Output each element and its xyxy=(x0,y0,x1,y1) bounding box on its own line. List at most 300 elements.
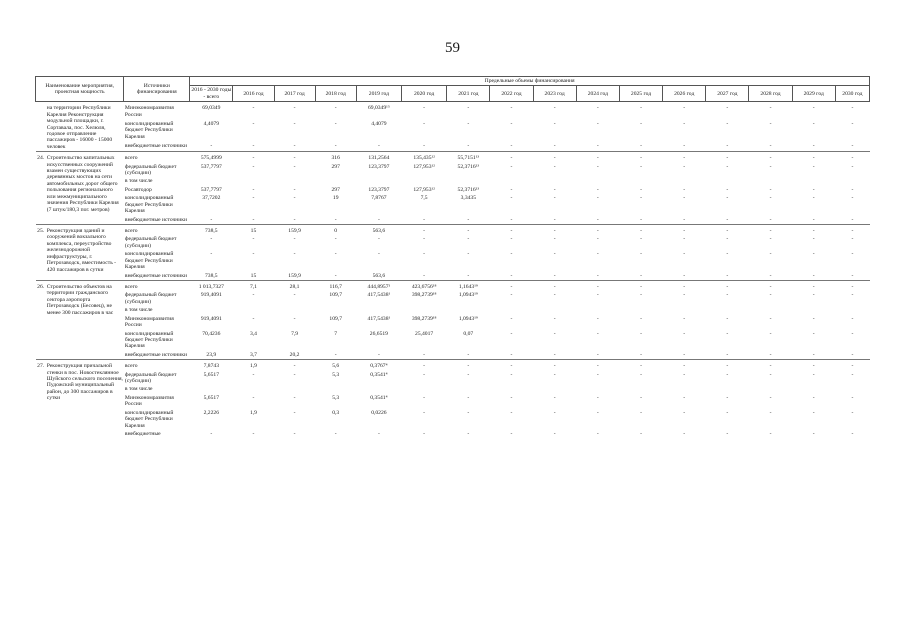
amount-cell: 69,0349¹⁵ xyxy=(356,102,401,120)
amount-cell: 123,3797 xyxy=(368,163,390,170)
amount-cell: 738,5 xyxy=(190,225,233,236)
amount-cell xyxy=(835,385,869,393)
header-year: 2019 год xyxy=(356,86,401,102)
table-row xyxy=(36,194,870,215)
amount-cell: - xyxy=(576,152,619,163)
amount-cell: 26,6519 xyxy=(369,330,388,337)
amount-cell: 563,6 xyxy=(372,272,386,279)
amount-cell: - xyxy=(835,102,869,120)
amount-cell: - xyxy=(576,102,619,120)
amount-cell: - xyxy=(596,351,599,358)
amount-cell: - xyxy=(252,163,255,170)
amount-cell: - xyxy=(769,195,772,202)
amount-cell: - xyxy=(851,394,854,401)
table-row xyxy=(36,371,870,386)
amount-cell: 1,9 xyxy=(249,409,257,416)
amount-cell: - xyxy=(334,272,337,279)
amount-cell: 398,2739¹⁸ xyxy=(411,315,437,322)
amount-cell: - xyxy=(510,236,513,243)
amount-cell: 7,8743 xyxy=(190,360,233,371)
amount-cell: 5,6517 xyxy=(203,394,219,401)
amount-cell: - xyxy=(423,409,426,416)
amount-cell: - xyxy=(596,143,599,150)
funding-source: внебюджетные источники xyxy=(124,143,187,150)
header-year: 2025 год xyxy=(619,86,662,102)
amount-cell: - xyxy=(533,152,576,163)
amount-cell: - xyxy=(683,120,686,127)
amount-cell: - xyxy=(769,430,772,437)
amount-cell: - xyxy=(467,120,470,127)
amount-cell: - xyxy=(792,225,835,236)
table-row xyxy=(36,315,870,330)
amount-cell: - xyxy=(769,186,772,193)
amount-cell: 159,9 xyxy=(274,225,315,236)
amount-cell: - xyxy=(835,360,869,371)
funding-source: федеральный бюджет (субсидии) xyxy=(124,236,177,249)
amount-cell: - xyxy=(233,102,274,120)
amount-cell: - xyxy=(726,315,729,322)
amount-cell xyxy=(619,177,662,185)
amount-cell: 3,4 xyxy=(249,330,257,337)
funding-source: консолидированный бюджет Республики Карелия xyxy=(124,330,174,350)
amount-cell: - xyxy=(252,292,255,299)
amount-cell: - xyxy=(726,292,729,299)
item-name: Реконструкция зданий и сооружений вокзального комплекса, переустройство железнодорожной инфраструктуры, г. Петрозаводск, вместимость - 420 пассажиров в сутки xyxy=(46,225,124,281)
amount-cell: - xyxy=(293,236,296,243)
header-year: 2030 год xyxy=(835,86,869,102)
amount-cell: - xyxy=(377,236,380,243)
amount-cell: - xyxy=(683,251,686,258)
amount-cell xyxy=(190,177,233,185)
amount-cell: - xyxy=(293,143,296,150)
amount-cell: - xyxy=(683,351,686,358)
amount-cell: - xyxy=(553,292,556,299)
amount-cell xyxy=(402,306,447,314)
funding-source: консолидированный бюджет Республики Карелия xyxy=(124,195,174,215)
amount-cell: - xyxy=(726,143,729,150)
funding-source: федеральный бюджет (субсидии) xyxy=(124,163,177,177)
amount-cell: 7,9 xyxy=(291,330,299,337)
amount-cell: - xyxy=(467,272,470,279)
amount-cell: - xyxy=(640,351,642,358)
amount-cell: - xyxy=(596,272,599,279)
amount-cell xyxy=(663,177,706,185)
amount-cell: - xyxy=(851,315,854,322)
amount-cell: 3,7 xyxy=(249,351,257,358)
amount-cell: - xyxy=(835,152,869,163)
header-financing-group: Предельные объемы финансирования xyxy=(190,77,870,86)
table-row xyxy=(36,280,870,291)
amount-cell: 919,4091 xyxy=(200,292,222,299)
amount-cell: - xyxy=(252,186,255,193)
amount-cell: - xyxy=(792,280,835,291)
amount-cell: - xyxy=(851,330,854,337)
amount-cell: - xyxy=(851,120,854,127)
amount-cell: - xyxy=(596,186,599,193)
amount-cell: - xyxy=(447,102,490,120)
amount-cell: - xyxy=(490,280,533,291)
amount-cell: - xyxy=(510,351,513,358)
amount-cell: - xyxy=(334,143,337,150)
amount-cell: - xyxy=(769,272,772,279)
amount-cell xyxy=(315,306,356,314)
header-year: 2020 год xyxy=(402,86,447,102)
amount-cell: - xyxy=(749,280,792,291)
amount-cell: - xyxy=(812,409,815,416)
amount-cell: - xyxy=(726,163,729,170)
amount-cell: - xyxy=(377,430,380,437)
financing-table xyxy=(35,76,870,438)
amount-cell xyxy=(576,306,619,314)
table-row xyxy=(36,351,870,360)
amount-cell: 1 013,7327 xyxy=(190,280,233,291)
amount-cell: - xyxy=(619,360,662,371)
amount-cell: - xyxy=(851,186,854,193)
amount-cell: - xyxy=(726,251,729,258)
amount-cell xyxy=(356,306,401,314)
amount-cell: - xyxy=(769,371,772,378)
item-number: 25. xyxy=(36,225,46,281)
funding-source: в том числе xyxy=(124,307,153,314)
table-row xyxy=(36,225,870,236)
amount-cell: 0,07 xyxy=(463,330,474,337)
amount-cell: 123,3797 xyxy=(368,186,390,193)
amount-cell: - xyxy=(510,409,513,416)
amount-cell: - xyxy=(683,409,686,416)
amount-cell: - xyxy=(553,371,556,378)
amount-cell: - xyxy=(640,143,642,150)
amount-cell: - xyxy=(619,152,662,163)
amount-cell: - xyxy=(334,120,337,127)
amount-cell xyxy=(190,306,233,314)
amount-cell: 537,7797 xyxy=(200,163,222,170)
funding-source: всего xyxy=(124,280,190,291)
amount-cell: - xyxy=(851,409,854,416)
amount-cell: - xyxy=(210,236,213,243)
amount-cell: 316 xyxy=(315,152,356,163)
header-year: 2028 год xyxy=(749,86,792,102)
amount-cell: - xyxy=(377,351,380,358)
amount-cell: - xyxy=(490,225,533,236)
item-number xyxy=(36,102,46,152)
amount-cell: - xyxy=(812,394,815,401)
item-name: Реконструкция причальной стенки в пос. Новостеклянное Шуйского сельского поселения, Пудожский муниципальный район, до 300 пассажиров в сутки xyxy=(46,360,124,439)
amount-cell xyxy=(749,385,792,393)
amount-cell: - xyxy=(447,225,490,236)
table-row xyxy=(36,235,870,250)
amount-cell xyxy=(792,177,835,185)
amount-cell: - xyxy=(533,360,576,371)
amount-cell: - xyxy=(726,330,729,337)
amount-cell: - xyxy=(683,330,686,337)
amount-cell: 127,953¹² xyxy=(413,186,435,193)
amount-cell: 7,5 xyxy=(420,195,428,202)
amount-cell: - xyxy=(423,430,426,437)
amount-cell: - xyxy=(423,351,426,358)
amount-cell xyxy=(835,177,869,185)
amount-cell: 919,4091 xyxy=(200,315,222,322)
amount-cell: - xyxy=(851,371,854,378)
amount-cell: - xyxy=(315,102,356,120)
amount-cell: - xyxy=(835,280,869,291)
amount-cell: - xyxy=(851,251,854,258)
amount-cell: 19 xyxy=(332,195,339,202)
amount-cell: - xyxy=(553,236,556,243)
amount-cell: - xyxy=(640,251,642,258)
funding-source: внебюджетные источники xyxy=(124,351,187,358)
amount-cell: - xyxy=(510,216,513,223)
amount-cell: - xyxy=(640,236,642,243)
amount-cell: - xyxy=(596,409,599,416)
amount-cell: - xyxy=(596,292,599,299)
amount-cell: 4,4079 xyxy=(203,120,219,127)
funding-source: всего xyxy=(124,360,190,371)
amount-cell: 0,3767⁴ xyxy=(356,360,401,371)
amount-cell: - xyxy=(576,225,619,236)
amount-cell: - xyxy=(596,236,599,243)
amount-cell: - xyxy=(252,371,255,378)
amount-cell: - xyxy=(252,251,255,258)
table-body xyxy=(36,102,870,439)
amount-cell: - xyxy=(377,143,380,150)
amount-cell: - xyxy=(510,371,513,378)
amount-cell: 109,7 xyxy=(329,315,342,322)
amount-cell: - xyxy=(683,195,686,202)
amount-cell: - xyxy=(769,330,772,337)
amount-cell: - xyxy=(293,292,296,299)
amount-cell xyxy=(447,385,490,393)
amount-cell: - xyxy=(423,371,426,378)
amount-cell: 7,1 xyxy=(233,280,274,291)
amount-cell xyxy=(356,177,401,185)
amount-cell: 131,2564 xyxy=(356,152,401,163)
amount-cell: 1,1643¹⁹ xyxy=(447,280,490,291)
amount-cell: 1,9 xyxy=(233,360,274,371)
amount-cell: - xyxy=(792,360,835,371)
amount-cell: - xyxy=(467,409,470,416)
amount-cell: 297 xyxy=(331,163,340,170)
funding-source: Минэкономразвития России xyxy=(124,102,190,120)
amount-cell: - xyxy=(851,292,854,299)
funding-source: Минэкономразвития России xyxy=(124,315,174,329)
amount-cell: 417,5438¹ xyxy=(367,292,391,299)
amount-cell: - xyxy=(293,216,296,223)
table-row xyxy=(36,291,870,306)
header-total: 2016 - 2030 годы - всего xyxy=(191,87,232,100)
amount-cell: - xyxy=(640,394,642,401)
amount-cell: 4,4079 xyxy=(371,120,387,127)
amount-cell: - xyxy=(553,120,556,127)
amount-cell: - xyxy=(293,409,296,416)
amount-cell: - xyxy=(334,351,337,358)
amount-cell: - xyxy=(467,143,470,150)
amount-cell: 0 xyxy=(315,225,356,236)
amount-cell: - xyxy=(726,430,729,437)
header-year: 2026 год xyxy=(663,86,706,102)
amount-cell: - xyxy=(726,186,729,193)
amount-cell: 7,8767 xyxy=(371,195,387,202)
amount-cell: - xyxy=(769,409,772,416)
header-name: Наименование мероприятия, проектная мощность xyxy=(36,77,124,102)
amount-cell: - xyxy=(402,225,447,236)
table-row xyxy=(36,177,870,185)
amount-cell: - xyxy=(749,225,792,236)
item-number: 24. xyxy=(36,152,46,225)
amount-cell: - xyxy=(726,409,729,416)
amount-cell: - xyxy=(423,120,426,127)
amount-cell: - xyxy=(812,195,815,202)
amount-cell: 127,953¹² xyxy=(413,163,435,170)
funding-source: в том числе xyxy=(124,386,153,393)
amount-cell: 116,7 xyxy=(315,280,356,291)
amount-cell: - xyxy=(812,430,815,437)
amount-cell: - xyxy=(596,371,599,378)
table-row xyxy=(36,409,870,430)
amount-cell: 55,7151¹³ xyxy=(447,152,490,163)
amount-cell: - xyxy=(749,102,792,120)
amount-cell: 5,3 xyxy=(332,394,340,401)
amount-cell: - xyxy=(596,330,599,337)
amount-cell: - xyxy=(510,330,513,337)
amount-cell: 70,4236 xyxy=(202,330,221,337)
amount-cell: - xyxy=(706,360,749,371)
amount-cell: - xyxy=(553,251,556,258)
amount-cell: - xyxy=(293,163,296,170)
amount-cell: - xyxy=(533,280,576,291)
amount-cell: - xyxy=(252,315,255,322)
funding-source: внебюджетные источники xyxy=(124,272,187,279)
amount-cell xyxy=(402,177,447,185)
amount-cell: - xyxy=(576,360,619,371)
amount-cell: - xyxy=(812,143,815,150)
amount-cell: - xyxy=(812,236,815,243)
amount-cell: - xyxy=(769,315,772,322)
amount-cell: - xyxy=(553,394,556,401)
amount-cell: - xyxy=(851,143,854,150)
amount-cell: 25,4017 xyxy=(415,330,434,337)
amount-cell xyxy=(792,306,835,314)
amount-cell: - xyxy=(467,371,470,378)
amount-cell: - xyxy=(553,272,556,279)
amount-cell: - xyxy=(640,330,642,337)
amount-cell: - xyxy=(683,292,686,299)
amount-cell xyxy=(533,306,576,314)
amount-cell: 575,4999 xyxy=(190,152,233,163)
amount-cell: 423,6756¹⁸ xyxy=(402,280,447,291)
amount-cell: - xyxy=(553,163,556,170)
amount-cell: - xyxy=(553,315,556,322)
amount-cell: - xyxy=(683,272,686,279)
header-year: 2016 год xyxy=(233,86,274,102)
amount-cell xyxy=(274,177,315,185)
amount-cell xyxy=(533,385,576,393)
amount-cell: - xyxy=(210,143,213,150)
table-row xyxy=(36,330,870,351)
amount-cell: 20,2 xyxy=(289,351,300,358)
amount-cell: - xyxy=(619,102,662,120)
amount-cell: - xyxy=(596,120,599,127)
page-number: 59 xyxy=(445,40,460,56)
amount-cell: 0,3541⁴ xyxy=(370,394,388,401)
amount-cell: 1,0943¹⁹ xyxy=(458,315,478,322)
amount-cell: - xyxy=(812,251,815,258)
amount-cell: 7 xyxy=(334,330,338,337)
amount-cell: 52,3716¹³ xyxy=(457,163,480,170)
amount-cell: - xyxy=(467,351,470,358)
amount-cell: - xyxy=(726,236,729,243)
amount-cell xyxy=(402,385,447,393)
amount-cell: - xyxy=(293,120,296,127)
header-year: 2029 год xyxy=(792,86,835,102)
funding-source: внебюджетные xyxy=(124,430,161,437)
amount-cell xyxy=(447,306,490,314)
amount-cell: 537,7797 xyxy=(200,186,222,193)
amount-cell: - xyxy=(769,143,772,150)
amount-cell xyxy=(619,385,662,393)
amount-cell: - xyxy=(851,195,854,202)
amount-cell: - xyxy=(510,394,513,401)
amount-cell: - xyxy=(553,351,556,358)
amount-cell: - xyxy=(467,216,470,223)
amount-cell: - xyxy=(749,360,792,371)
amount-cell: - xyxy=(812,371,815,378)
amount-cell: - xyxy=(533,102,576,120)
funding-source: федеральный бюджет (субсидии) xyxy=(124,292,177,305)
amount-cell: - xyxy=(726,120,729,127)
amount-cell: - xyxy=(769,216,772,223)
amount-cell xyxy=(490,306,533,314)
amount-cell: - xyxy=(726,371,729,378)
amount-cell xyxy=(233,177,274,185)
amount-cell: - xyxy=(640,409,642,416)
amount-cell: - xyxy=(553,186,556,193)
amount-cell xyxy=(619,306,662,314)
amount-cell: - xyxy=(553,195,556,202)
table-row xyxy=(36,163,870,178)
amount-cell: 398,2739¹⁸ xyxy=(411,292,437,299)
amount-cell: - xyxy=(447,360,490,371)
amount-cell: - xyxy=(851,351,854,358)
amount-cell xyxy=(274,385,315,393)
amount-cell: - xyxy=(233,152,274,163)
amount-cell: - xyxy=(812,351,815,358)
amount-cell: - xyxy=(576,280,619,291)
amount-cell xyxy=(835,306,869,314)
item-name: на территории Республики Карелия Реконструкция модульной площадки, г. Сортавала, пос. Хелюля, годовое отправление пассажиров - 16000 - 15000 человек xyxy=(46,102,124,152)
funding-source: Росавтодор xyxy=(124,186,152,193)
amount-cell: - xyxy=(377,216,380,223)
amount-cell: - xyxy=(683,163,686,170)
funding-source: всего xyxy=(124,152,190,163)
amount-cell: - xyxy=(706,152,749,163)
table-row xyxy=(36,152,870,163)
amount-cell: - xyxy=(640,216,642,223)
amount-cell: - xyxy=(402,102,447,120)
amount-cell: 5,6517 xyxy=(203,371,219,378)
amount-cell xyxy=(274,306,315,314)
amount-cell: - xyxy=(706,102,749,120)
amount-cell: - xyxy=(596,163,599,170)
table-row xyxy=(36,394,870,409)
amount-cell: - xyxy=(553,143,556,150)
table-row xyxy=(36,250,870,271)
amount-cell: - xyxy=(851,163,854,170)
amount-cell: - xyxy=(812,315,815,322)
amount-cell: - xyxy=(812,272,815,279)
item-number: 26. xyxy=(36,280,46,359)
amount-cell: - xyxy=(596,251,599,258)
amount-cell: 23,9 xyxy=(206,351,217,358)
